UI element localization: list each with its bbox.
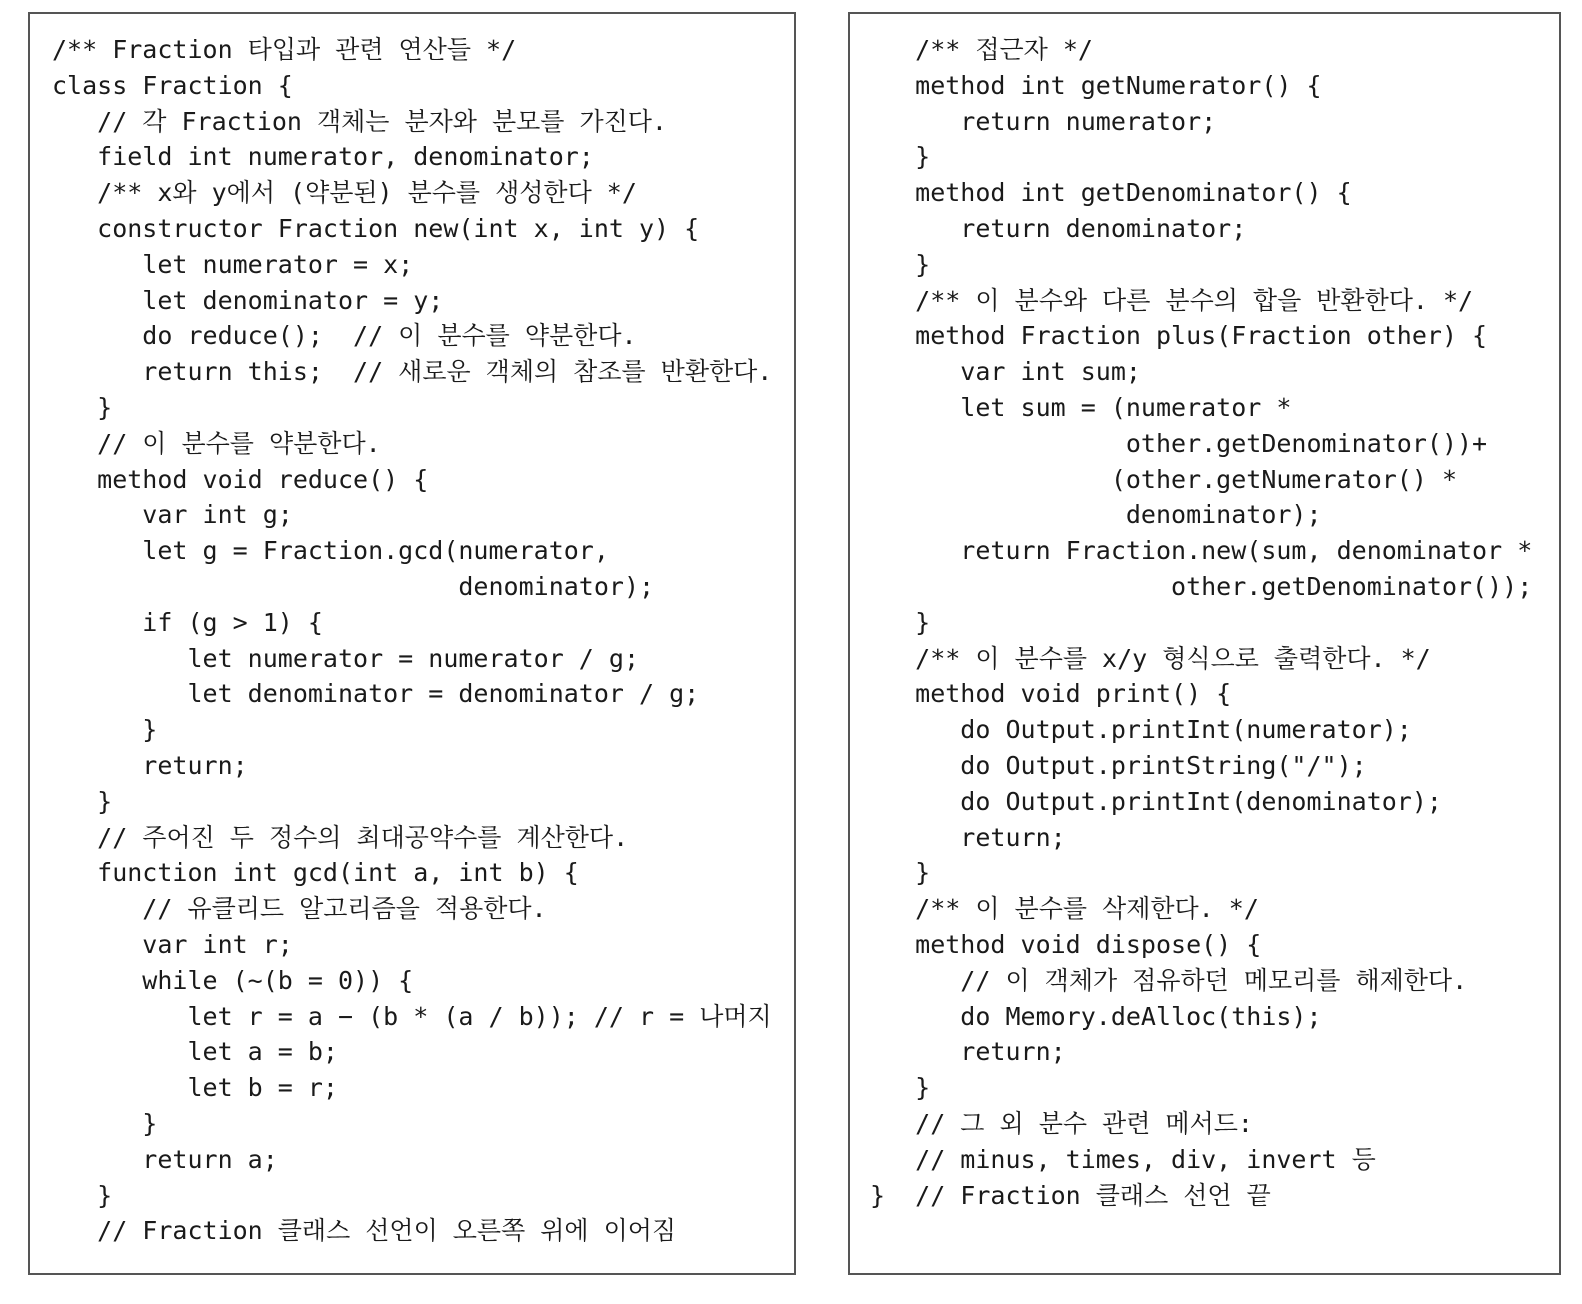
code-line: other.getDenominator())+: [870, 428, 1488, 458]
code-line: var int r;: [52, 929, 293, 959]
code-line: return this; // 새로운 객체의 참조를 반환한다.: [52, 357, 773, 387]
code-line: // Fraction 클래스 선언이 오른쪽 위에 이어짐: [52, 1216, 677, 1246]
code-line: /** Fraction 타입과 관련 연산들 */: [52, 35, 517, 64]
code-line: method int getNumerator() {: [870, 70, 1322, 100]
code-line: (other.getNumerator() *: [870, 464, 1457, 494]
code-line: /** 이 분수를 삭제한다. */: [870, 894, 1259, 924]
code-line: return;: [52, 750, 248, 780]
code-line: method void reduce() {: [52, 464, 429, 494]
right-code-panel: [848, 12, 1561, 1275]
code-line: method Fraction plus(Fraction other) {: [870, 321, 1488, 351]
code-line: }: [52, 715, 158, 745]
code-line: do reduce(); // 이 분수를 약분한다.: [52, 321, 637, 351]
code-line: // 이 분수를 약분한다.: [52, 428, 381, 458]
code-line: field int numerator, denominator;: [52, 142, 594, 172]
code-line: if (g > 1) {: [52, 607, 323, 637]
code-line: }: [870, 858, 931, 888]
code-line: /** x와 y에서 (약분된) 분수를 생성한다 */: [52, 178, 637, 208]
code-line: /** 접근자 */: [870, 35, 1093, 64]
code-line: }: [52, 1180, 113, 1210]
code-line: let denominator = y;: [52, 285, 444, 315]
left-code-listing: [30, 14, 772, 1249]
code-line: let numerator = numerator / g;: [52, 643, 639, 673]
code-line: }: [870, 607, 931, 637]
code-line: denominator);: [870, 500, 1322, 530]
code-line: let r = a − (b * (a / b)); // r = 나머지: [52, 1001, 772, 1031]
code-line: return a;: [52, 1144, 278, 1174]
code-line: return Fraction.new(sum, denominator *: [870, 536, 1533, 566]
code-line: return denominator;: [870, 213, 1247, 243]
code-line: let sum = (numerator *: [870, 392, 1292, 422]
code-line: var int sum;: [870, 357, 1141, 387]
code-line: function int gcd(int a, int b) {: [52, 858, 579, 888]
code-line: let g = Fraction.gcd(numerator,: [52, 536, 609, 566]
code-line: denominator);: [52, 571, 655, 601]
code-line: return;: [870, 822, 1066, 852]
code-line: let denominator = denominator / g;: [52, 679, 700, 709]
code-line: return numerator;: [870, 106, 1217, 136]
code-line: let numerator = x;: [52, 249, 414, 279]
code-line: while (~(b = 0)) {: [52, 965, 414, 995]
code-line: }: [870, 1073, 931, 1103]
code-line: constructor Fraction new(int x, int y) {: [52, 213, 700, 243]
code-line: method void dispose() {: [870, 929, 1262, 959]
code-line: }: [870, 249, 931, 279]
code-line: return;: [870, 1037, 1066, 1067]
code-line: var int g;: [52, 500, 293, 530]
code-line: method void print() {: [870, 679, 1232, 709]
code-line: // minus, times, div, invert 등: [870, 1144, 1376, 1174]
code-line: class Fraction {: [52, 70, 293, 100]
left-code-panel: [28, 12, 796, 1275]
code-line: let b = r;: [52, 1073, 338, 1103]
code-line: other.getDenominator());: [870, 571, 1533, 601]
code-line: method int getDenominator() {: [870, 178, 1352, 208]
code-line: }: [52, 392, 113, 422]
code-line: do Output.printInt(numerator);: [870, 715, 1412, 745]
code-line: }: [52, 786, 113, 816]
code-line: do Memory.deAlloc(this);: [870, 1001, 1322, 1031]
code-line: } // Fraction 클래스 선언 끝: [870, 1180, 1271, 1210]
code-line: let a = b;: [52, 1037, 338, 1067]
code-line: }: [870, 142, 931, 172]
code-line: // 그 외 분수 관련 메서드:: [870, 1108, 1253, 1138]
code-line: }: [52, 1108, 158, 1138]
code-line: // 각 Fraction 객체는 분자와 분모를 가진다.: [52, 106, 667, 136]
code-line: // 이 객체가 점유하던 메모리를 해제한다.: [870, 965, 1468, 995]
code-line: // 주어진 두 정수의 최대공약수를 계산한다.: [52, 822, 629, 852]
right-code-listing: [850, 14, 1532, 1213]
code-line: do Output.printInt(denominator);: [870, 786, 1442, 816]
code-line: do Output.printString("/");: [870, 750, 1367, 780]
code-line: // 유클리드 알고리즘을 적용한다.: [52, 894, 547, 924]
code-line: /** 이 분수를 x/y 형식으로 출력한다. */: [870, 643, 1431, 673]
code-line: /** 이 분수와 다른 분수의 합을 반환한다. */: [870, 285, 1474, 315]
